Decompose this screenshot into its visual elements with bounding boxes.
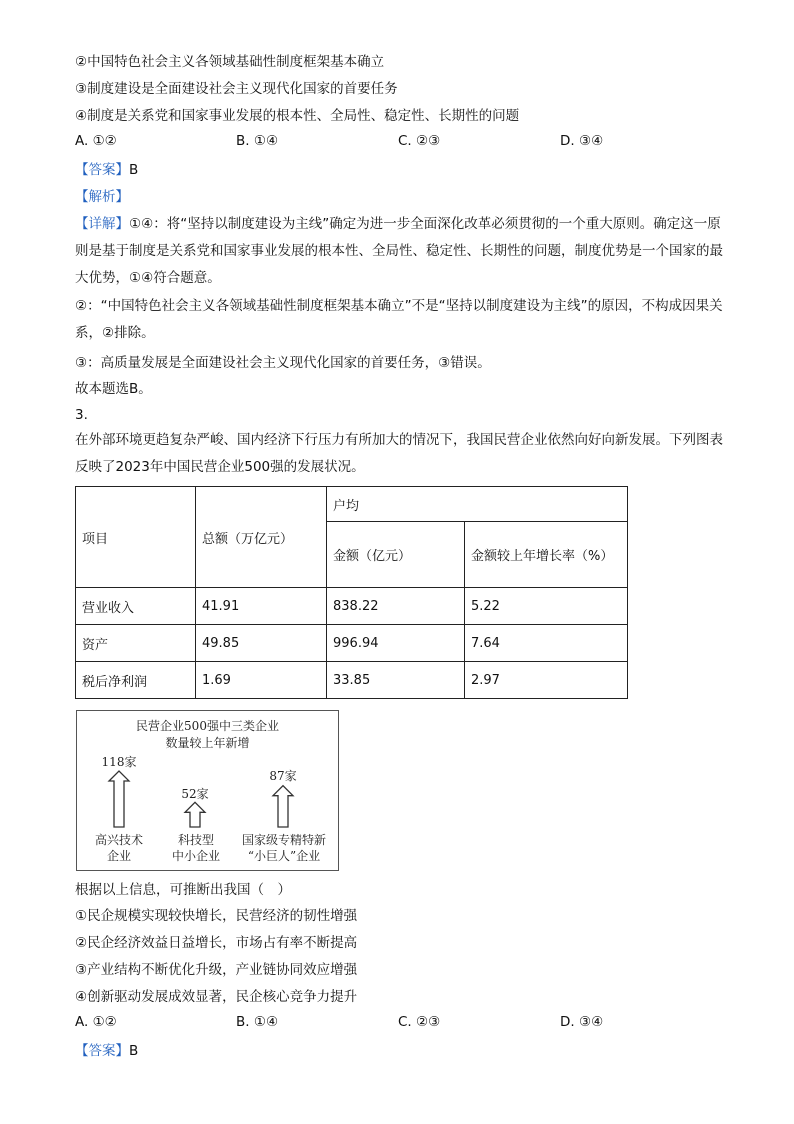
q2-analysis-tag: 【解析】 bbox=[75, 189, 129, 205]
q3-option-b: B. ①④ bbox=[236, 1014, 279, 1030]
q2-detail-paragraph-2: ②：“中国特色社会主义各领域基础性制度框架基本确立”不是“坚持以制度建设为主线”的原因，不构成因果关系，②排除。 bbox=[75, 298, 723, 341]
category-label-little-giant bbox=[231, 832, 337, 864]
q2-option-b: B. ①④ bbox=[236, 133, 279, 149]
q2-option-c: C. ②③ bbox=[398, 133, 441, 149]
cell-growth: 2.97 bbox=[465, 662, 628, 699]
arrow-little-giant bbox=[273, 786, 293, 827]
q2-statement-2: ②中国特色社会主义各领域基础性制度框架基本确立 bbox=[75, 54, 385, 70]
category-label-high-tech bbox=[81, 832, 157, 864]
label-line-2: “小巨人”企业 bbox=[247, 849, 321, 863]
value-label-high-tech: 118家 bbox=[101, 755, 137, 769]
arrow-high-tech bbox=[109, 771, 129, 827]
q3-options bbox=[75, 1014, 635, 1034]
detail-text: ①④：将“坚持以制度建设为主线”确定为进一步全面深化改革必须贯彻的一个重大原则。确定这一原则是基于制度是关系党和国家事业发展的根本性、全局性、稳定性、长期性的问题，制度优势是一个国家的最大优势，①④符合题意。 bbox=[75, 216, 723, 286]
table-row bbox=[76, 662, 628, 699]
q3-question: 根据以上信息，可推断出我国（ ） bbox=[75, 882, 291, 898]
q3-stem: 在外部环境更趋复杂严峻、国内经济下行压力有所加大的情况下，我国民营企业依然向好向新发展。下列图表反映了2023年中国民营企业500强的发展状况。 bbox=[75, 432, 723, 475]
label-line-1: 国家级专精特新 bbox=[241, 833, 326, 847]
q3-statement-3: ③产业结构不断优化升级，产业链协同效应增强 bbox=[75, 962, 358, 978]
q2-option-d: D. ③④ bbox=[560, 133, 604, 149]
cell-growth: 5.22 bbox=[465, 588, 628, 625]
label-line-2: 企业 bbox=[106, 849, 131, 863]
value-label-tech-sme: 52家 bbox=[181, 787, 209, 801]
cell-item: 资产 bbox=[76, 625, 196, 662]
cell-total: 1.69 bbox=[196, 662, 327, 699]
label-line-1: 科技型 bbox=[177, 833, 214, 847]
header-item: 项目 bbox=[76, 487, 196, 588]
cell-growth: 7.64 bbox=[465, 625, 628, 662]
q2-options bbox=[75, 133, 635, 153]
q3-answer bbox=[75, 1041, 138, 1061]
cell-amount: 996.94 bbox=[327, 625, 465, 662]
cell-total: 49.85 bbox=[196, 625, 327, 662]
header-growth: 金额较上年增长率（%） bbox=[465, 522, 628, 588]
q2-detail-paragraph-3: ③：高质量发展是全面建设社会主义现代化国家的首要任务，③错误。 bbox=[75, 355, 491, 371]
category-label-tech-sme bbox=[161, 832, 231, 864]
table-row bbox=[76, 625, 628, 662]
new-enterprises-figure bbox=[76, 710, 339, 871]
header-avg: 户均 bbox=[327, 487, 628, 522]
q3-statement-4: ④创新驱动发展成效显著，民企核心竞争力提升 bbox=[75, 989, 358, 1005]
answer-value: B bbox=[129, 1043, 139, 1059]
enterprise-data-table bbox=[75, 486, 628, 699]
q3-option-d: D. ③④ bbox=[560, 1014, 604, 1030]
arrow-tech-sme bbox=[185, 802, 205, 827]
cell-item: 税后净利润 bbox=[76, 662, 196, 699]
q2-statement-4: ④制度是关系党和国家事业发展的根本性、全局性、稳定性、长期性的问题 bbox=[75, 108, 520, 124]
label-line-2: 中小企业 bbox=[171, 849, 220, 863]
q3-option-a: A. ①② bbox=[75, 1014, 117, 1030]
cell-amount: 838.22 bbox=[327, 588, 465, 625]
detail-tag: 【详解】 bbox=[75, 216, 129, 232]
header-total: 总额（万亿元） bbox=[196, 487, 327, 588]
q2-detail-paragraph-1 bbox=[75, 211, 725, 292]
table-row bbox=[76, 588, 628, 625]
cell-amount: 33.85 bbox=[327, 662, 465, 699]
q3-option-c: C. ②③ bbox=[398, 1014, 441, 1030]
figure-title-line-1: 民营企业500强中三类企业 bbox=[136, 719, 279, 733]
cell-total: 41.91 bbox=[196, 588, 327, 625]
answer-tag: 【答案】 bbox=[75, 162, 129, 178]
q3-number: 3. bbox=[75, 407, 88, 423]
q2-option-a: A. ①② bbox=[75, 133, 117, 149]
q2-statement-3: ③制度建设是全面建设社会主义现代化国家的首要任务 bbox=[75, 81, 398, 97]
q3-statement-1: ①民企规模实现较快增长，民营经济的韧性增强 bbox=[75, 908, 358, 924]
answer-value: B bbox=[129, 162, 139, 178]
cell-item: 营业收入 bbox=[76, 588, 196, 625]
header-amount: 金额（亿元） bbox=[327, 522, 465, 588]
figure-title-line-2: 数量较上年新增 bbox=[165, 736, 250, 750]
q2-conclusion: 故本题选B。 bbox=[75, 381, 152, 397]
q2-answer bbox=[75, 160, 138, 180]
label-line-1: 高兴技术 bbox=[94, 833, 143, 847]
value-label-little-giant: 87家 bbox=[269, 769, 297, 783]
answer-tag: 【答案】 bbox=[75, 1043, 129, 1059]
q3-statement-2: ②民企经济效益日益增长，市场占有率不断提高 bbox=[75, 935, 358, 951]
